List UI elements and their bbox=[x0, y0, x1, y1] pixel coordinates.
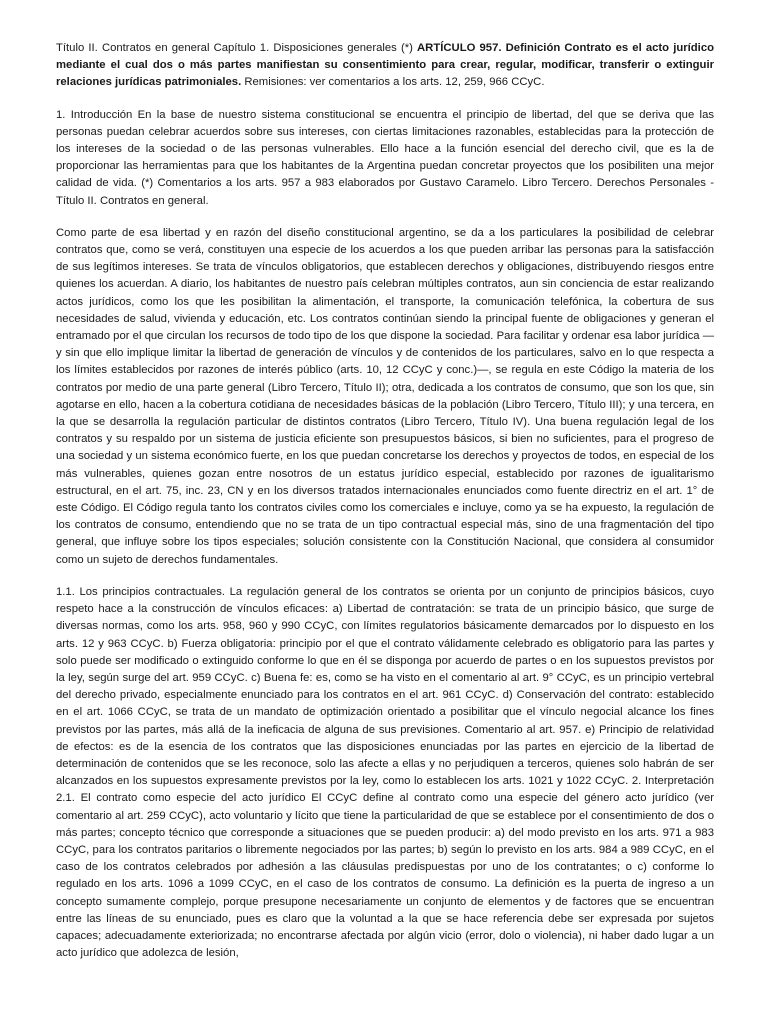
article-definition: ARTÍCULO 957. Definición Contrato es el acto jurídico mediante el cual dos o más partes manifiestan su consentimiento para crear, regular, modificar, transferir o extinguir relaciones jurídicas patrimoniales. bbox=[56, 42, 715, 89]
heading-prefix: Título II. Contratos en general Capítulo 1. Disposiciones generales (*) bbox=[56, 42, 418, 54]
heading-paragraph bbox=[56, 40, 714, 92]
paragraph-freedom: Como parte de esa libertad y en razón del diseño constitucional argentino, se da a los particulares la posibilidad de celebrar contratos que, como se verá, constituyen una especie de los acuerdos a los que pueden arribar las personas para la satisfacción de sus legítimos intereses. Se trata de vínculos obligatorios, que establecen derechos y obligaciones, distribuyendo riesgos entre quienes los acuerdan. A diario, los habitantes de nuestro país celebran múltiples contratos, aun sin conciencia de estar realizando actos jurídicos, como los que les posibilitan la alimentación, el transporte, la comunicación telefónica, la cobertura de sus necesidades de salud, vivienda y educación, etc. Los contratos continúan siendo la principal fuente de obligaciones y generan el entramado por el que circulan los recursos de todo tipo de los que dispone la sociedad. Para facilitar y ordenar esa labor jurídica —y sin que ello implique limitar la libertad de generación de vínculos y de contenidos de los particulares, salvo en lo que respecta a los límites establecidos por razones de interés público (arts. 10, 12 CCyC y conc.)—, se regula en este Código la materia de los contratos por medio de una parte general (Libro Tercero, Título II); otra, dedicada a los contratos de consumo, que son los que, sin agotarse en ello, hacen a la cobertura cotidiana de necesidades básicas de la población (Libro Tercero, Título III); y una tercera, en la que se desarrolla la regulación particular de distintos contratos (Libro Tercero, Título IV). Una buena regulación legal de los contratos y su respaldo por un sistema de justicia eficiente son presupuestos básicos, si bien no suficientes, para el progreso de una sociedad y un sistema económico fuerte, en los que puedan concretarse los derechos y proyectos de todos, en especial de los más vulnerables, quienes gozan entre nosotros de un estatus jurídico especial, establecido por razones de igualitarismo estructural, en el art. 75, inc. 23, CN y en los diversos tratados internacionales enunciados como fuente directriz en el art. 1° de este Código. El Código regula tanto los contratos civiles como los comerciales e incluye, como ya se ha expuesto, la regulación de los contratos de consumo, entendiendo que no se trata de un tipo contractual especial más, sino de una fragmentación del tipo general, que influye sobre los tipos especiales; solución consistente con la Constitución Nacional, que considera al consumidor como un sujeto de derechos fundamentales. bbox=[56, 226, 714, 566]
paragraph-principles: 1.1. Los principios contractuales. La regulación general de los contratos se orienta por un conjunto de principios básicos, cuyo respeto hace a la construcción de vínculos eficaces: a) Libertad de contratación: se trata de un principio básico, que surge de diversas normas, como los arts. 958, 960 y 990 CCyC, con límites regulatorios básicamente demarcados por lo dispuesto en los arts. 12 y 963 CCyC. b) Fuerza obligatoria: principio por el que el contrato válidamente celebrado es obligatorio para las partes y solo puede ser modificado o extinguido conforme lo que en él se disponga por acuerdo de partes o en los supuestos previstos por la ley, según surge del art. 959 CCyC. c) Buena fe: es, como se ha visto en el comentario al art. 9° CCyC, es un principio vertebral del derecho privado, especialmente enunciado para los contratos en el art. 961 CCyC. d) Conservación del contrato: establecido en el art. 1066 CCyC, se trata de un mandato de optimización orientado a posibilitar que el vínculo negocial alcance los fines previstos por las partes, más allá de la ineficacia de alguna de sus previsiones. Comentario al art. 957. e) Principio de relatividad de efectos: es de la esencia de los contratos que las disposiciones enunciadas por las partes en ejercicio de la libertad de determinación de contenidos que se les reconoce, solo las afecte a ellas y no perjudiquen a terceros, quienes solo habrán de ser alcanzados en los supuestos expresamente previstos por la ley, como lo establecen los arts. 1021 y 1022 CCyC. 2. Interpretación 2.1. El contrato como especie del acto jurídico El CCyC define al contrato como una especie del género acto jurídico (ver comentario al art. 259 CCyC), acto voluntario y lícito que tiene la particularidad de que se establece por el consentimiento de dos o más partes; concepto técnico que corresponde a situaciones que se pueden producir: a) del modo previsto en los arts. 971 a 983 CCyC, para los contratos paritarios o libremente negociados por las partes; b) según lo previsto en los arts. 984 a 989 CCyC, en el caso de los contratos celebrados por adhesión a las cláusulas predispuestas por uno de los contratantes; o c) conforme lo regulado en los arts. 1096 a 1099 CCyC, en el caso de los contratos de consumo. La definición es la puerta de ingreso a un concepto sumamente complejo, porque presupone necesariamente un conjunto de elementos y de factores que se encuentran entre las líneas de su enunciado, pues es claro que la voluntad a la que se hace referencia debe ser expresada por sujetos capaces; adecuadamente exteriorizada; no encontrarse afectada por algún vicio (error, dolo o violencia), ni haber dado lugar a un acto jurídico que adolezca de lesión, bbox=[56, 585, 714, 960]
heading-suffix: Remisiones: ver comentarios a los arts. 12, 259, 966 CCyC. bbox=[241, 76, 545, 89]
document-page bbox=[56, 40, 714, 977]
paragraph-introduction: 1. Introducción En la base de nuestro sistema constitucional se encuentra el principio de libertad, del que se deriva que las personas puedan celebrar acuerdos sobre sus intereses, con ciertas limitaciones razonables, establecidas para la protección de los intereses de la sociedad o de las personas vulnerables. Ello hace a la función esencial del derecho civil, que es la de proporcionar las herramientas para que los habitantes de la Argentina puedan concretar proyectos que los posibiliten una mejor calidad de vida. (*) Comentarios a los arts. 957 a 983 elaborados por Gustavo Caramelo. Libro Tercero. Derechos Personales - Título II. Contratos en general. bbox=[56, 108, 714, 207]
